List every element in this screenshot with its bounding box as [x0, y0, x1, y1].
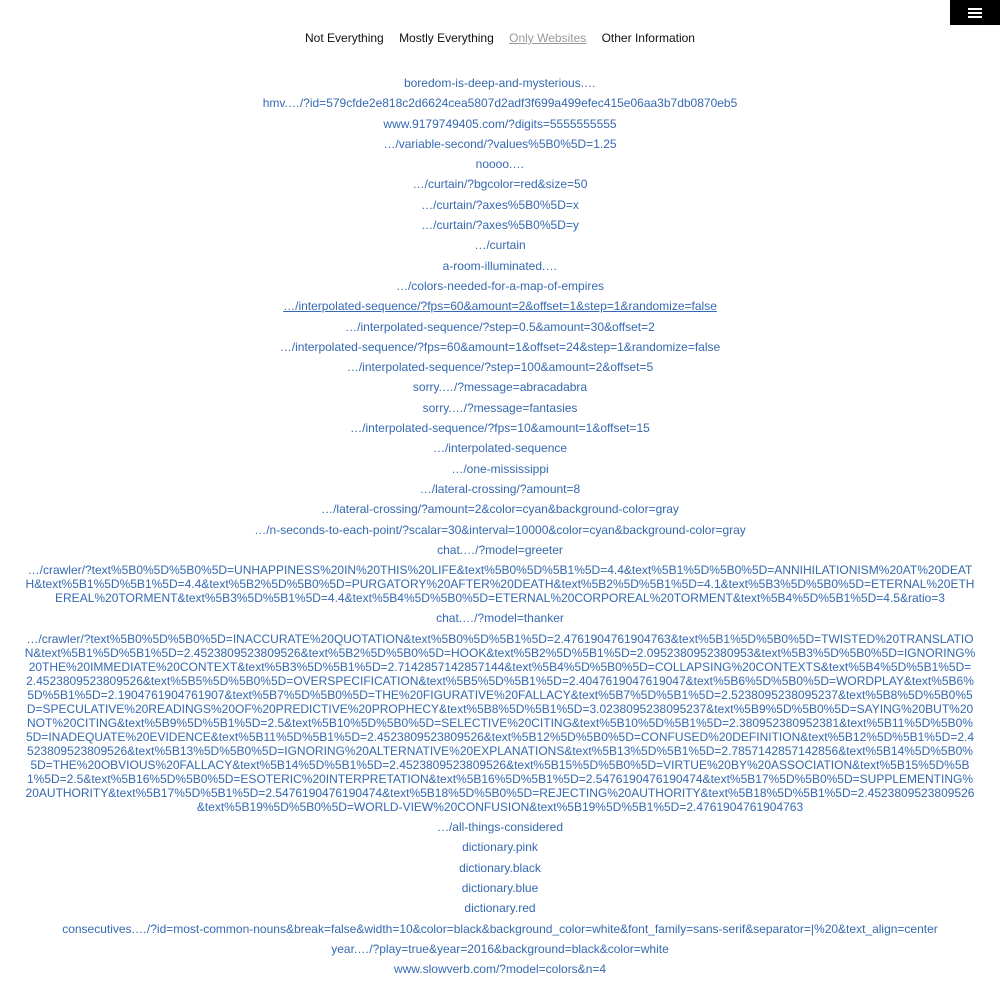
website-link[interactable]: …/all-things-considered — [436, 820, 564, 835]
nav-only-websites[interactable]: Only Websites — [509, 31, 587, 45]
nav-mostly-everything[interactable]: Mostly Everything — [399, 31, 494, 45]
website-link[interactable]: …/variable-second/?values%5B0%5D=1.25 — [383, 136, 617, 151]
website-link[interactable]: …/interpolated-sequence/?fps=60&amount=2&offset=1&step=1&randomize=false — [283, 299, 717, 314]
website-link[interactable]: dictionary.pink — [462, 840, 538, 855]
website-link[interactable]: boredom-is-deep-and-mysterious.… — [403, 76, 597, 90]
website-link[interactable]: …/interpolated-sequence/?fps=60&amount=1&offset=24&step=1&randomize=false — [279, 339, 721, 354]
website-link[interactable]: consecutives.…/?id=most-common-nouns&break=false&width=10&color=black&background_color=white&font_family=sans-serif&separator=|%20&text_align=center — [62, 921, 938, 936]
nav-not-everything[interactable]: Not Everything — [305, 31, 384, 45]
menu-button[interactable] — [950, 0, 1000, 25]
website-link[interactable]: …/curtain — [474, 238, 526, 253]
website-link[interactable]: dictionary.black — [459, 860, 541, 875]
website-link[interactable]: …/interpolated-sequence/?step=0.5&amount=30&offset=2 — [345, 319, 655, 334]
nav-other-information[interactable]: Other Information — [601, 31, 695, 45]
website-link[interactable]: noooo.… — [475, 157, 525, 172]
website-link[interactable]: …/interpolated-sequence — [432, 441, 568, 456]
top-navigation — [0, 29, 1000, 47]
website-link[interactable]: …/interpolated-sequence/?fps=10&amount=1&offset=15 — [350, 421, 650, 436]
website-link[interactable]: www.slowverb.com/?model=colors&n=4 — [393, 962, 607, 977]
website-link[interactable]: hmv.…/?id=579cfde2e818c2d6624cea5807d2adf3f699a499efec415e06aa3b7db0870eb5 — [262, 96, 738, 111]
website-link[interactable]: www.9179749405.com/?digits=5555555555 — [383, 116, 617, 131]
website-link[interactable]: a-room-illuminated.… — [442, 258, 558, 273]
website-link[interactable]: …/curtain/?axes%5B0%5D=x — [421, 197, 579, 212]
website-link-list — [24, 76, 976, 982]
website-link[interactable]: dictionary.blue — [461, 880, 539, 895]
website-link[interactable]: …/curtain/?axes%5B0%5D=y — [421, 218, 579, 233]
website-link[interactable]: …/interpolated-sequence/?step=100&amount=2&offset=5 — [346, 360, 654, 375]
website-link[interactable]: chat.…/?model=greeter — [437, 542, 563, 557]
website-link[interactable]: sorry.…/?message=fantasies — [422, 400, 578, 415]
website-link[interactable]: year.…/?play=true&year=2016&background=black&color=white — [331, 941, 669, 956]
hamburger-menu-icon — [968, 8, 982, 18]
website-link[interactable]: sorry.…/?message=abracadabra — [412, 380, 588, 395]
website-link[interactable]: …/one-mississippi — [451, 461, 549, 476]
website-link[interactable]: …/crawler/?text%5B0%5D%5B0%5D=UNHAPPINESS%20IN%20THIS%20LIFE&text%5B0%5D%5B1%5D=4.4&text%5B1%5D%5B0%5D=ANNIHILATIONISM%20AT%20DEATH&text%5B1%5D%5B1%5D=4.4&text%5B2%5D%5B0%5D=PURGATORY%20AFTER%20DEATH&text%5B2%5D%5B1%5D=4.1&text%5B3%5D%5B0%5D=ETERNAL%20ETHEREAL%20TORMENT&text%5B3%5D%5B1%5D=4.4&text%5B4%5D%5B0%5D=ETERNAL%20CORPOREAL%20TORMENT&text%5B4%5D%5B1%5D=4.5&ratio=3 — [25, 563, 975, 606]
website-link[interactable]: …/lateral-crossing/?amount=8 — [419, 481, 581, 496]
website-link[interactable]: dictionary.red — [464, 901, 536, 916]
website-link[interactable]: …/colors-needed-for-a-map-of-empires — [395, 278, 605, 293]
website-link[interactable]: …/curtain/?bgcolor=red&size=50 — [412, 177, 588, 192]
website-link[interactable]: …/crawler/?text%5B0%5D%5B0%5D=INACCURATE%20QUOTATION&text%5B0%5D%5B1%5D=2.4761904761904763&text%5B1%5D%5B0%5D=TWISTED%20TRANSLATION&text%5B1%5D%5B1%5D=2.4523809523809526&text%5B2%5D%5B0%5D=HOOK&text%5B2%5D%5B1%5D=2.0952380952380953&text%5B3%5D%5B0%5D=IGNORING%20THE%20IMMEDIATE%20CONTEXT&text%5B3%5D%5B1%5D=2.7142857142857144&text%5B4%5D%5B0%5D=COLLAPSING%20CONTEXTS&text%5B4%5D%5B1%5D=2.4523809523809526&text%5B5%5D%5B0%5D=OVERSPECIFICATION&text%5B5%5D%5B1%5D=2.4047619047619047&text%5B6%5D%5B0%5D=WORDPLAY&text%5B6%5D%5B1%5D=2.1904761904761907&text%5B7%5D%5B0%5D=THE%20FIGURATIVE%20FALLACY&text%5B7%5D%5B1%5D=2.5238095238095237&text%5B8%5D%5B0%5D=SPECULATIVE%20READINGS%20OF%20PREDICTIVE%20PROPHECY&text%5B8%5D%5B1%5D=3.0238095238095237&text%5B9%5D%5B0%5D=SAYING%20BUT%20NOT%20CITING&text%5B9%5D%5B1%5D=2.5&text%5B10%5D%5B0%5D=SELECTIVE%20CITING&text%5B10%5D%5B1%5D=2.380952380952381&text%5B11%5D%5B0%5D=INADEQUATE%20EVIDENCE&text%5B11%5D%5B1%5D=2.4523809523809526&text%5B12%5D%5B0%5D=CONFUSED%20DEFINITION&text%5B12%5D%5B1%5D=2.4523809523809526&text%5B13%5D%5B0%5D=IGNORING%20ALTERNATIVE%20EXPLANATIONS&text%5B13%5D%5B1%5D=2.7857142857142856&text%5B14%5D%5B0%5D=THE%20OBVIOUS%20FALLACY&text%5B14%5D%5B1%5D=2.4523809523809526&text%5B15%5D%5B0%5D=VIRTUE%20BY%20ASSOCIATION&text%5B15%5D%5B1%5D=2.5&text%5B16%5D%5B0%5D=ESOTERIC%20INTERPRETATION&text%5B16%5D%5B1%5D=2.5476190476190474&text%5B17%5D%5B0%5D=SUPPLEMENTING%20AUTHORITY&text%5B17%5D%5B1%5D=2.5476190476190474&text%5B18%5D%5B0%5D=REJECTING%20AUTHORITY&text%5B18%5D%5B1%5D=2.4523809523809526&text%5B19%5D%5B0%5D=WORLD-VIEW%20CONFUSION&text%5B19%5D%5B1%5D=2.4761904761904763 — [24, 631, 976, 814]
website-link[interactable]: chat.…/?model=thanker — [436, 611, 564, 626]
website-link[interactable]: …/lateral-crossing/?amount=2&color=cyan&background-color=gray — [321, 502, 679, 517]
website-link[interactable]: …/n-seconds-to-each-point/?scalar=30&interval=10000&color=cyan&background-color=gray — [254, 522, 746, 537]
